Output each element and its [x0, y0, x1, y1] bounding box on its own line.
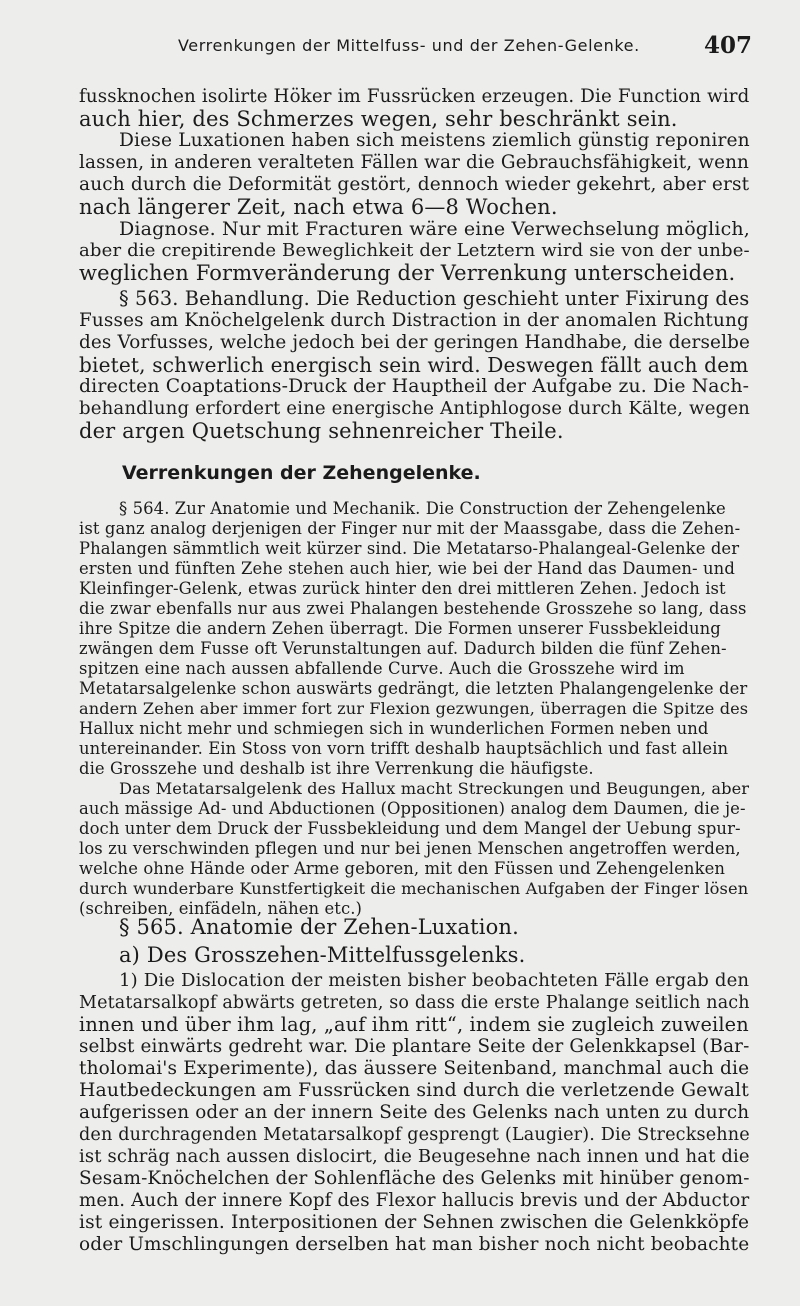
text-line: § 563. Behandlung. Die Reduction geschieht unter Fixirung des: [119, 287, 750, 310]
text-line: Hautbedeckungen am Fussrücken sind durch die verletzende Gewalt: [79, 1080, 749, 1101]
text-line: ihre Spitze die andern Zehen überragt. Die Formen unserer Fussbekleidung: [79, 619, 721, 638]
text-line: selbst einwärts gedreht war. Die plantare Seite der Gelenkkapsel (Bar-: [79, 1036, 750, 1057]
text-line: fussknochen isolirte Höker im Fussrücken erzeugen. Die Function wird: [79, 86, 750, 107]
text-line: Diagnose. Nur mit Fracturen wäre eine Verwechselung möglich,: [119, 218, 750, 240]
text-line: Hallux nicht mehr und schmiegen sich in wunderlichen Formen neben und: [79, 719, 709, 738]
text-line: Phalangen sämmtlich weit kürzer sind. Die Metatarso-Phalangeal-Gelenke der: [79, 539, 740, 558]
text-line: § 565. Anatomie der Zehen-Luxation.: [119, 915, 519, 939]
section-heading: Verrenkungen der Zehengelenke.: [122, 462, 481, 484]
text-line: durch wunderbare Kunstfertigkeit die mechanischen Aufgaben der Finger lösen: [79, 879, 749, 898]
text-line: tholomai's Experimente), das äussere Seitenband, manchmal auch die: [79, 1058, 750, 1079]
text-line: untereinander. Ein Stoss von vorn trifft deshalb hauptsächlich und fast allein: [79, 739, 729, 758]
text-line: a) Des Grosszehen-Mittelfussgelenks.: [119, 943, 526, 967]
text-line: welche ohne Hände oder Arme geboren, mit den Füssen und Zehengelenken: [79, 859, 726, 878]
text-line: auch hier, des Schmerzes wegen, sehr beschränkt sein.: [79, 107, 678, 131]
text-line: die zwar ebenfalls nur aus zwei Phalangen bestehende Grosszehe so lang, dass: [79, 599, 747, 618]
text-line: auch mässige Ad- und Abductionen (Oppositionen) analog dem Daumen, die je-: [79, 799, 746, 818]
text-line: Kleinfinger-Gelenk, etwas zurück hinter den drei mittleren Zehen. Jedoch ist: [79, 579, 726, 598]
text-line: Metatarsalgelenke schon auswärts gedrängt, die letzten Phalangengelenke der: [79, 679, 748, 698]
text-line: nach längerer Zeit, nach etwa 6—8 Wochen.: [79, 195, 558, 219]
text-line: die Grosszehe und deshalb ist ihre Verrenkung die häufigste.: [79, 759, 594, 778]
text-line: spitzen eine nach aussen abfallende Curve. Auch die Grosszehe wird im: [79, 659, 685, 678]
text-line: Diese Luxationen haben sich meistens ziemlich günstig reponiren: [119, 130, 750, 151]
text-line: auch durch die Deformität gestört, dennoch wieder gekehrt, aber erst: [79, 174, 750, 195]
text-line: des Vorfusses, welche jedoch bei der geringen Handhabe, die derselbe: [79, 332, 751, 353]
text-line: Sesam-Knöchelchen der Sohlenfläche des Gelenks mit hinüber genom-: [79, 1168, 750, 1189]
text-line: ist ganz analog derjenigen der Finger nur mit der Maassgabe, dass die Zehen-: [79, 519, 741, 538]
text-line: weglichen Formveränderung der Verrenkung unterscheiden.: [79, 261, 736, 285]
text-line: bietet, schwerlich energisch sein wird. Deswegen fällt auch dem: [79, 353, 749, 377]
text-line: § 564. Zur Anatomie und Mechanik. Die Construction der Zehengelenke: [119, 499, 726, 518]
text-line: ist eingerissen. Interpositionen der Sehnen zwischen die Gelenkköpfe: [79, 1212, 750, 1233]
text-line: Fusses am Knöchelgelenk durch Distraction in der anomalen Richtung: [79, 310, 749, 331]
text-line: aber die crepitirende Beweglichkeit der Letztern wird sie von der unbe-: [79, 240, 750, 261]
text-line: zwängen dem Fusse oft Verunstaltungen auf. Dadurch bilden die fünf Zehen-: [79, 639, 727, 658]
running-head: Verrenkungen der Mittelfuss- und der Zehen-Gelenke.: [178, 36, 640, 55]
text-line: 1) Die Dislocation der meisten bisher beobachteten Fälle ergab den: [119, 970, 750, 991]
text-line: doch unter dem Druck der Fussbekleidung und dem Mangel der Uebung spur-: [79, 819, 741, 838]
text-line: den durchragenden Metatarsalkopf gesprengt (Laugier). Die Strecksehne: [79, 1125, 750, 1145]
text-line: ist schräg nach aussen dislocirt, die Beugesehne nach innen und hat die: [79, 1146, 750, 1167]
text-line: lassen, in anderen veralteten Fällen war die Gebrauchsfähigkeit, wenn: [79, 152, 749, 173]
text-line: andern Zehen aber immer fort zur Flexion gezwungen, überragen die Spitze des: [79, 699, 749, 718]
text-line: oder Umschlingungen derselben hat man bisher noch nicht beobachte: [79, 1234, 750, 1255]
page-number: 407: [703, 32, 752, 59]
text-line: Das Metatarsalgelenk des Hallux macht Streckungen und Beugungen, aber: [119, 779, 750, 798]
text-line: directen Coaptations-Druck der Hauptheil der Aufgabe zu. Die Nach-: [79, 376, 750, 397]
text-line: aufgerissen oder an der innern Seite des Gelenks nach unten zu durch: [79, 1102, 750, 1123]
text-line: innen und über ihm lag, „auf ihm ritt“, indem sie zugleich zuweilen: [79, 1013, 749, 1036]
text-line: Metatarsalkopf abwärts getreten, so dass die erste Phalange seitlich nach: [79, 993, 750, 1013]
text-line: los zu verschwinden pflegen und nur bei jenen Menschen angetroffen werden,: [79, 839, 741, 858]
text-line: behandlung erfordert eine energische Antiphlogose durch Kälte, wegen: [79, 398, 750, 419]
text-line: (schreiben, einfädeln, nähen etc.): [79, 899, 363, 918]
text-line: der argen Quetschung sehnenreicher Theile.: [79, 419, 564, 443]
text-line: men. Auch der innere Kopf des Flexor hallucis brevis und der Abductor: [79, 1190, 750, 1211]
text-line: ersten und fünften Zehe stehen auch hier, wie bei der Hand das Daumen- und: [79, 559, 735, 578]
